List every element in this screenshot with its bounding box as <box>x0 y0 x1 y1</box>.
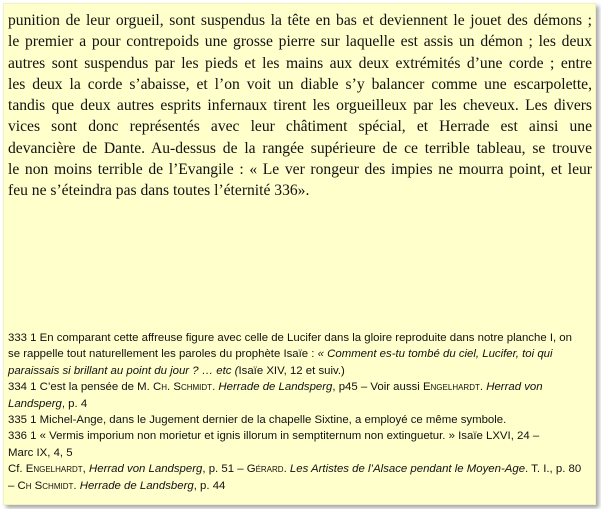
footnote-text: – <box>8 479 18 492</box>
footnote-text: 334 1 C’est la pensée de M. <box>8 381 154 394</box>
footnote-text: , <box>82 463 90 476</box>
body-line: autres sont suspendus par les pieds et les mains aux deux extrémités d’une corde ; entre <box>8 54 592 72</box>
footnote-title: Les Artistes de l’Alsace pendant le Moyen-Age <box>289 463 526 476</box>
footnote-333-cont <box>8 346 592 362</box>
body-line: tandis que deux autres esprits infernaux tirent les orgueilleux par les cheveux. Les divers <box>8 97 592 115</box>
footnote-title: Herrad von Landsperg <box>89 463 203 476</box>
footnote-title: Herrade de Landsberg <box>79 479 194 492</box>
footnote-334 <box>8 379 592 395</box>
footnote-text: . <box>73 479 80 492</box>
footnote-335: 335 1 Michel-Ange, dans le Jugement dernier de la chapelle Sixtine, a employé ce même symbole. <box>8 414 507 427</box>
footnote-text: Cf. <box>8 463 26 476</box>
footnote-text: , p. 51 – <box>202 463 247 476</box>
body-text <box>8 10 592 202</box>
footnote-text: , p. 4 <box>61 397 88 410</box>
footnote-author: Ch. Schmidt <box>153 381 213 394</box>
footnote-text: . <box>479 381 487 394</box>
footnote-text: . <box>283 463 290 476</box>
footnote-title: Herrade de Landsperg <box>218 381 333 394</box>
body-line: les deux la corde s’abaisse, et l’on voit un diable s’y balancer comme une escarpolette, <box>8 75 592 93</box>
footnote-334-cont <box>8 396 592 412</box>
footnote-text: , p45 – Voir aussi <box>332 381 423 394</box>
footnote-author: Engelhardt <box>422 381 480 394</box>
body-line: le premier a pour contrepoids une grosse pierre sur laquelle est assis un démon ; les deux <box>8 33 592 51</box>
body-line: punition de leur orgueil, sont suspendus la tête en bas et deviennent le jouet des démons ; <box>8 12 592 29</box>
footnote-text: , p. 44 <box>193 479 226 492</box>
footnote-title: Landsperg <box>8 397 62 410</box>
body-line: vices sont donc représentés avec leur châtiment spécial, et Herrade est ainsi une <box>8 118 592 136</box>
document-page <box>3 3 596 505</box>
body-line: devancière de Dante. Au-dessus de la rangée supérieure de ce terrible tableau, se trouve <box>8 139 592 157</box>
footnote-336: 336 1 « Vermis imporium non morietur et ignis illorum in semptiternum non extinguetur. » Isaïe LXVI, 24 – <box>8 430 540 443</box>
footnote-title: Herrad von <box>486 381 543 394</box>
footnote-author: Gérard <box>246 463 284 476</box>
footnote-333: 333 1 En comparant cette affreuse figure avec celle de Lucifer dans la gloire reproduite dans notre planche I, on <box>8 332 572 344</box>
footnote-cf <box>8 461 592 477</box>
footnote-text: . T. I., p. 80 <box>525 463 582 476</box>
footnote-336-cont: Marc IX, 4, 5 <box>8 446 73 459</box>
footnote-cf-cont <box>8 478 592 494</box>
footnotes <box>8 330 592 494</box>
body-line: feu ne s’éteindra pas dans toutes l’éternité 336». <box>8 182 310 200</box>
footnote-author: Ch Schmidt <box>17 479 74 492</box>
footnote-text: . <box>212 381 219 394</box>
footnote-quote: « Comment es-tu tombé du ciel, Lucifer, toi qui <box>317 348 553 361</box>
footnote-text: se rappelle tout naturellement les paroles du prophète Isaïe : <box>8 348 318 361</box>
body-line: le non moins terrible de l’Evangile : « Le ver rongeur des impies ne mourra point, et leur <box>8 161 592 179</box>
footnote-quote: paraissais si brillant au point du jour ? … etc ( <box>8 364 239 377</box>
footnote-author: Engelhardt <box>25 463 83 476</box>
footnote-text: Isaïe XIV, 12 et suiv.) <box>238 364 345 377</box>
footnote-333-cont <box>8 363 592 379</box>
